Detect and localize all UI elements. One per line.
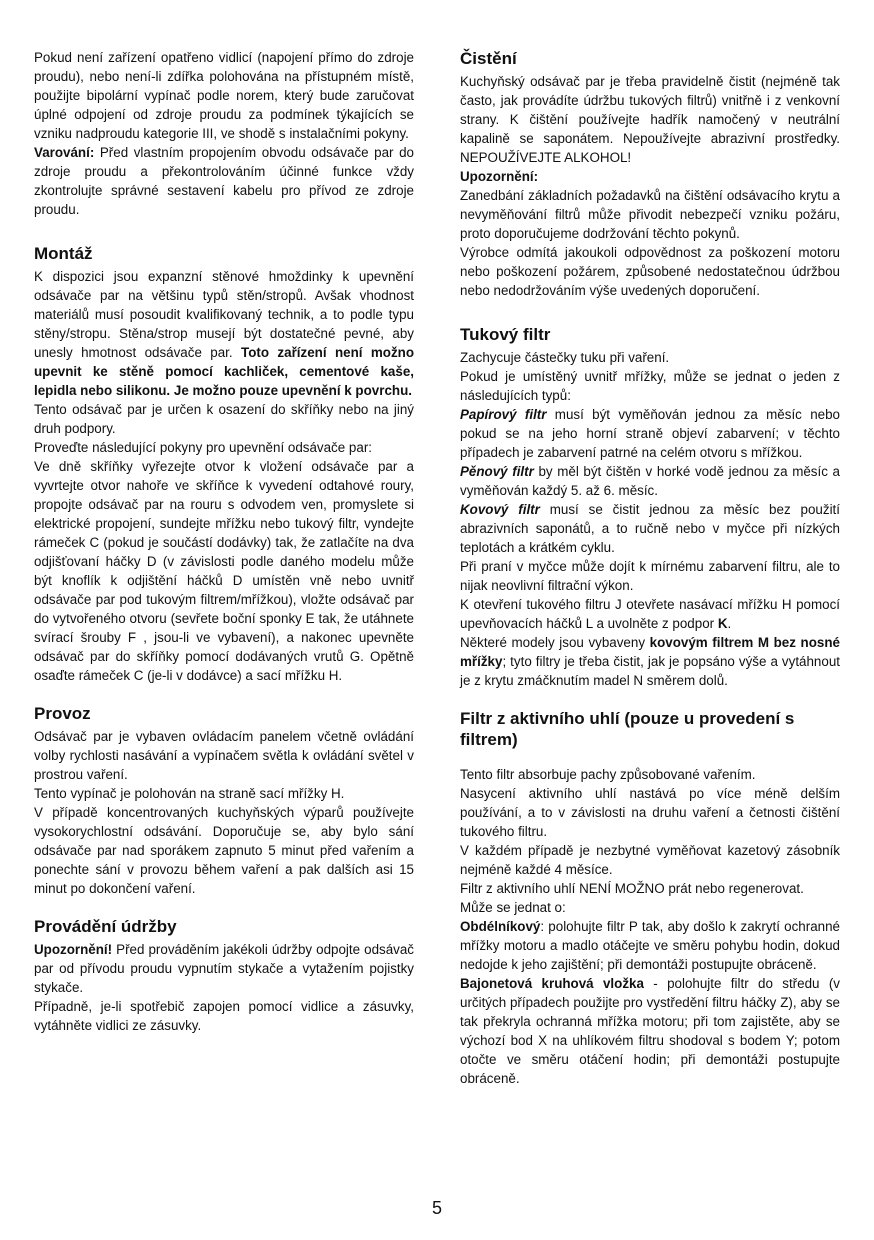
bayonet-filter-paragraph: [460, 974, 840, 1088]
warning-paragraph: [34, 143, 414, 219]
page-number: 5: [431, 1198, 442, 1218]
cisteni-paragraph-2: Zanedbání základních požadavků na čištění odsávacího krytu a nevyměňování filtrů může přivodit nebezpečí vzniku požáru, proto doporučujeme dodržování těchto pokynů.: [460, 188, 840, 241]
montaz-paragraph-3: Proveďte následující pokyny pro upevnění odsávače par:: [34, 440, 372, 455]
tukovy-p4-bold: K: [717, 616, 728, 631]
foam-filter-text: by měl být čištěn v horké vodě jednou za měsíc a vyměňován každý 5. až 6. měsíc.: [460, 464, 840, 498]
provoz-paragraph-1: Odsávač par je vybaven ovládacím panelem včetně ovládání volby rychlosti nasávání a vypínačem světla k ovládání světel v prostrou vaření.: [34, 729, 414, 782]
section-title-montaz: Montáž: [34, 244, 93, 263]
section-title-cisteni: Čistění: [460, 49, 517, 68]
section-title-udrzba: Provádění údržby: [34, 917, 177, 936]
rect-filter-text: : polohujte filtr P tak, aby došlo k zakrytí ochranné mřížky motoru a madlo otáčejte ve směru pohybu hodin, dokud nedojde k jeho zajištění; při demontáži postupujte obráceně.: [460, 919, 840, 972]
rect-filter-paragraph: [460, 917, 840, 974]
tukovy-p5-bold: kovovým filtrem M bez nosné mřížky: [460, 635, 840, 669]
provoz-paragraph-3: V případě koncentrovaných kuchyňských výparů používejte vysokorychlostní odsávání. Doporučuje se, aby bylo sání odsávače par nad sporákem zapnuto 5 minut před vařením a ponechte sání v provozu během vaření a pak dalších asi 15 minut po dokončení vaření.: [34, 805, 414, 896]
udrzba-paragraph-1: [34, 940, 414, 997]
cisteni-note: [460, 167, 840, 186]
tukovy-paragraph-2: Pokud je umístěný uvnitř mřížky, může se jednat o jeden z následujících typů:: [460, 369, 840, 403]
tukovy-p4-end: .: [727, 616, 732, 631]
bayonet-filter-label: Bajonetová kruhová vložka: [460, 976, 644, 991]
paper-filter-paragraph: [460, 405, 840, 462]
metal-filter-label: Kovový filtr: [460, 502, 540, 517]
provoz-paragraph-2: Tento vypínač je polohován na straně sací mřížky H.: [34, 786, 345, 801]
udrzba-paragraph-2: Případně, je-li spotřebič zapojen pomocí vidlice a zásuvky, vytáhněte vidlici ze zásuvky.: [34, 999, 414, 1033]
tukovy-p5-text: Některé modely jsou vybaveny: [460, 635, 650, 650]
metal-filter-paragraph: [460, 500, 840, 557]
tukovy-paragraph-4: [460, 595, 840, 633]
udrzba-note-label: Upozornění!: [34, 942, 113, 957]
rect-filter-label: Obdélníkový: [460, 919, 541, 934]
left-column: [34, 48, 414, 1035]
foam-filter-label: Pěnový filtr: [460, 464, 534, 479]
montaz-paragraph-1: [34, 267, 414, 400]
cisteni-paragraph-3: Výrobce odmítá jakoukoli odpovědnost za poškození motoru nebo poškození požárem, způsobené nedostatečnou údržbou nebo nedodržováním výše uvedených doporučení.: [460, 245, 840, 298]
section-title-provoz: Provoz: [34, 704, 91, 723]
tukovy-p4-text: K otevření tukového filtru J otevřete nasávací mřížku H pomocí upevňovacích háčků L a uvolněte z podpor: [460, 597, 840, 631]
montaz-paragraph-4: Ve dně skříňky vyřezejte otvor k vložení odsávače par a vyvrtejte otvor nahoře ve skříňce k vyvedení odtahové roury, propojte odsávač par na rouru s odvodem ven, promyslete si elektrické propojení, sundejte mřížku nebo tukový filtr, vyndejte rámeček C (pokud je součástí dodávky) tak, že zatlačíte na dva odjišťovaní háčky D (v závislosti podle daného modelu může být knoflík k odjištění háčků D umístěn vně nebo uvnitř odsávače par pod tukovým filtrem/mřížkou), vložte odsávač par do vytvořeného otvoru (sevřete boční sponky E tak, že utáhnete svírací šrouby F , jsou-li ve vybavení), a nakonec upevněte odsávač par do skříňky pomocí dodávaných vrutů G. Opětně osaďte rámeček C (je-li v dodávce) a sací mřížku H.: [34, 459, 414, 683]
tukovy-paragraph-1: Zachycuje částečky tuku při vaření.: [460, 350, 670, 365]
paper-filter-label: Papírový filtr: [460, 407, 547, 422]
paper-filter-text: musí být vyměňován jednou za měsíc nebo pokud se na jeho horní straně objeví zabarvení; v těchto případech je zabarvení patrné na celém otvoru s mřížkou.: [460, 407, 840, 460]
montaz-bold-text: Toto zařízení není možno upevnit ke stěně pomocí kachliček, cementové kaše, lepidla nebo silikonu. Je možno pouze upevnění k povrchu.: [34, 345, 415, 398]
uhli-paragraph-3: V každém případě je nezbytné vyměňovat kazetový zásobník nejméně každé 4 měsíce.: [460, 843, 840, 877]
section-title-tukovy-filtr: Tukový filtr: [460, 325, 551, 344]
udrzba-text: Před prováděním jakékoli údržby odpojte odsávač par od přívodu proudu vypnutím stykače a vytažením pojistky stykače.: [34, 942, 414, 995]
right-column: [460, 48, 840, 1088]
uhli-paragraph-2: Nasycení aktivního uhlí nastává po více méně delším používání, a to v závislosti na druhu vaření a četnosti čištění tukového filtru.: [460, 786, 840, 839]
montaz-text: K dispozici jsou expanzní stěnové hmoždinky k upevnění odsávače par na většinu typů stěn/stropů. Avšak vhodnost materiálů musí posoudit kvalifikovaný technik, a to podle typu stěny/stropu. Stěna/strop musejí být dostatečné pevné, aby unesly hmotnost odsávače par.: [34, 269, 414, 360]
cisteni-note-label: Upozornění:: [460, 169, 539, 184]
montaz-paragraph-2: Tento odsávač par je určen k osazení do skříňky nebo na jiný druh podpory.: [34, 402, 414, 436]
warning-text: Před vlastním propojením obvodu odsávače par do zdroje proudu a překontrolováním účinné funkce vždy zkontrolujte správné sestavení kabelu pro přívod ze zdroje proudu.: [34, 145, 414, 217]
tukovy-paragraph-5: [460, 633, 840, 690]
foam-filter-paragraph: [460, 462, 840, 500]
section-title-uhli: Filtr z aktivního uhlí (pouze u provedení s filtrem): [460, 709, 795, 749]
tukovy-p5-end: ; tyto filtry je třeba čistit, jak je popsáno výše a vytáhnout je z krytu zmáčknutím madel N směrem dolů.: [460, 654, 840, 688]
tukovy-paragraph-3: Při praní v myčce může dojít k mírnému zabarvení filtru, ale to nijak neovlivní filtrační výkon.: [460, 559, 840, 593]
uhli-paragraph-5: Může se jednat o:: [460, 900, 566, 915]
uhli-paragraph-4: Filtr z aktivního uhlí NENÍ MOŽNO prát nebo regenerovat.: [460, 881, 804, 896]
uhli-paragraph-1: Tento filtr absorbuje pachy způsobované vařením.: [460, 767, 756, 782]
intro-paragraph: Pokud není zařízení opatřeno vidlicí (napojení přímo do zdroje proudu), nebo není-li zdířka polohována na přístupném místě, použijte bipolární vypínač podle norem, který bude zaručovat úplné odpojení od zdroje proudu za podmínek týkajících se vzniku nadproudu kategorie III, ve shodě s instalačními pokyny.: [34, 50, 414, 141]
bayonet-filter-text: - polohujte filtr do středu (v určitých případech použijte pro vystředění filtru háčky Z), aby se tak překryla ochranná mřížka motoru; při tom zajistěte, aby se výchozí bod X na uhlíkovém filtru shodoval s bodem Y; potom otočte ve směru otáčení hodin; při demontáži postupujte obráceně.: [460, 976, 840, 1086]
warning-label: Varování:: [34, 145, 95, 160]
metal-filter-text: musí se čistit jednou za měsíc bez použití abrazivních saponátů, a to ručně nebo v myčce při nízkých teplotách a krátkém cyklu.: [460, 502, 840, 555]
cisteni-paragraph-1: Kuchyňský odsávač par je třeba pravidelně čistit (nejméně tak často, jak provádíte údržbu tukových filtrů) vnitřně i z venkovní strany. K čištění používejte hadřík namočený v neutrální kapalině se saponátem. Nepoužívejte abrazivní prostředky. NEPOUŽÍVEJTE ALKOHOL!: [460, 74, 840, 165]
